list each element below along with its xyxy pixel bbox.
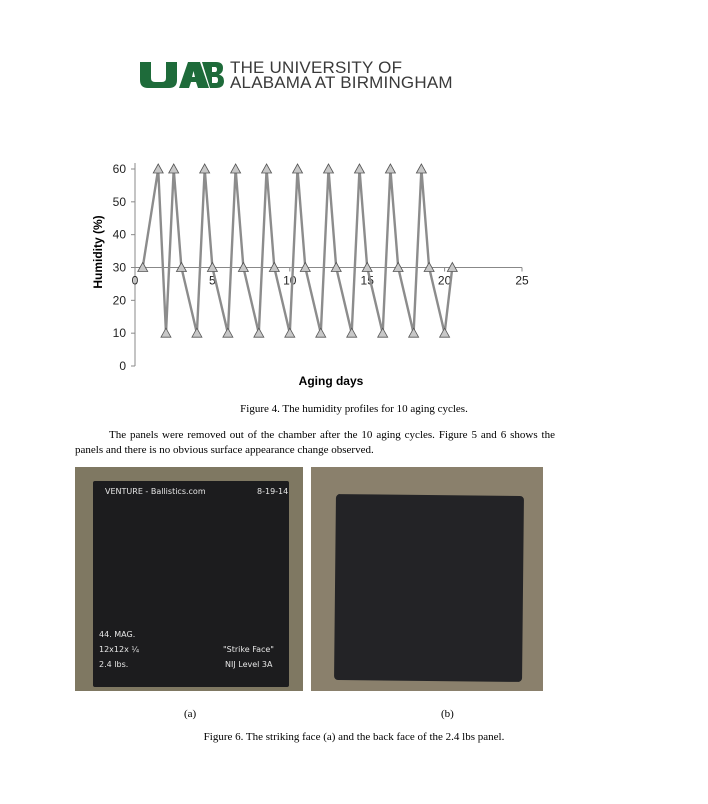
body-paragraph xyxy=(75,428,555,458)
data-point-marker xyxy=(169,164,179,173)
uab-logo-text xyxy=(230,60,453,90)
data-point-marker xyxy=(262,164,272,173)
x-tick-label: 5 xyxy=(209,273,216,288)
y-tick-label: 20 xyxy=(112,293,126,308)
data-point-marker xyxy=(440,328,450,337)
y-tick-label: 0 xyxy=(119,359,126,373)
data-point-marker xyxy=(316,328,326,337)
y-tick-label: 40 xyxy=(112,227,126,242)
x-tick-label: 0 xyxy=(131,273,139,288)
x-tick-label: 20 xyxy=(437,273,452,288)
panel-strike-face xyxy=(93,481,289,687)
logo-line-1: THE UNIVERSITY OF xyxy=(230,58,403,77)
data-point-marker xyxy=(354,164,364,173)
uab-logo xyxy=(138,60,453,90)
paragraph-text: The panels were removed out of the chamber after the 10 aging cycles. Figure 5 and 6 shows the panels and there is no obvious surface appearance change observed. xyxy=(75,429,555,456)
data-point-marker xyxy=(231,164,241,173)
humidity-series xyxy=(138,164,458,337)
data-point-marker xyxy=(192,328,202,337)
label-b: (b) xyxy=(441,708,454,720)
label-a: (a) xyxy=(184,708,197,720)
photo-strike-face xyxy=(75,467,303,691)
y-tick-label: 60 xyxy=(112,162,126,176)
handwriting-strike-face: "Strike Face" xyxy=(223,645,274,654)
figure-6-caption: Figure 6. The striking face (a) and the back face of the 2.4 lbs panel. xyxy=(203,731,505,743)
data-point-marker xyxy=(409,328,419,337)
x-axis-label: Aging days xyxy=(298,374,364,388)
data-point-marker xyxy=(153,164,163,173)
handwriting-caliber: 44. MAG. xyxy=(99,630,136,639)
handwriting-date: 8-19-14 xyxy=(257,487,289,496)
panel-back-face xyxy=(334,494,524,682)
figure-4-caption: Figure 4. The humidity profiles for 10 aging cycles. xyxy=(240,403,468,415)
handwriting-weight: 2.4 lbs. xyxy=(99,660,129,669)
y-tick-label: 10 xyxy=(112,326,126,341)
data-point-marker xyxy=(416,164,426,173)
handwriting-brand: VENTURE - Ballistics.com xyxy=(105,487,206,496)
data-point-marker xyxy=(378,328,388,337)
y-tick-label: 30 xyxy=(112,260,126,275)
x-tick-label: 10 xyxy=(283,273,297,288)
data-point-marker xyxy=(200,164,210,173)
y-axis-label: Humidity (%) xyxy=(91,215,105,289)
data-point-marker xyxy=(347,328,357,337)
handwriting-size: 12x12x ¼ xyxy=(99,645,140,654)
x-tick-label: 15 xyxy=(360,273,374,288)
data-point-marker xyxy=(385,164,395,173)
data-point-marker xyxy=(223,328,233,337)
humidity-chart xyxy=(88,152,548,392)
logo-line-2: ALABAMA AT BIRMINGHAM xyxy=(230,73,453,92)
data-point-marker xyxy=(285,328,295,337)
uab-logo-mark xyxy=(138,60,224,90)
data-point-marker xyxy=(324,164,334,173)
humidity-line xyxy=(143,169,453,333)
data-point-marker xyxy=(293,164,303,173)
data-point-marker xyxy=(254,328,264,337)
handwriting-level: NIJ Level 3A xyxy=(225,660,273,669)
photo-back-face xyxy=(311,467,543,691)
x-tick-label: 25 xyxy=(515,273,529,288)
data-point-marker xyxy=(161,328,171,337)
y-tick-label: 50 xyxy=(112,194,126,209)
